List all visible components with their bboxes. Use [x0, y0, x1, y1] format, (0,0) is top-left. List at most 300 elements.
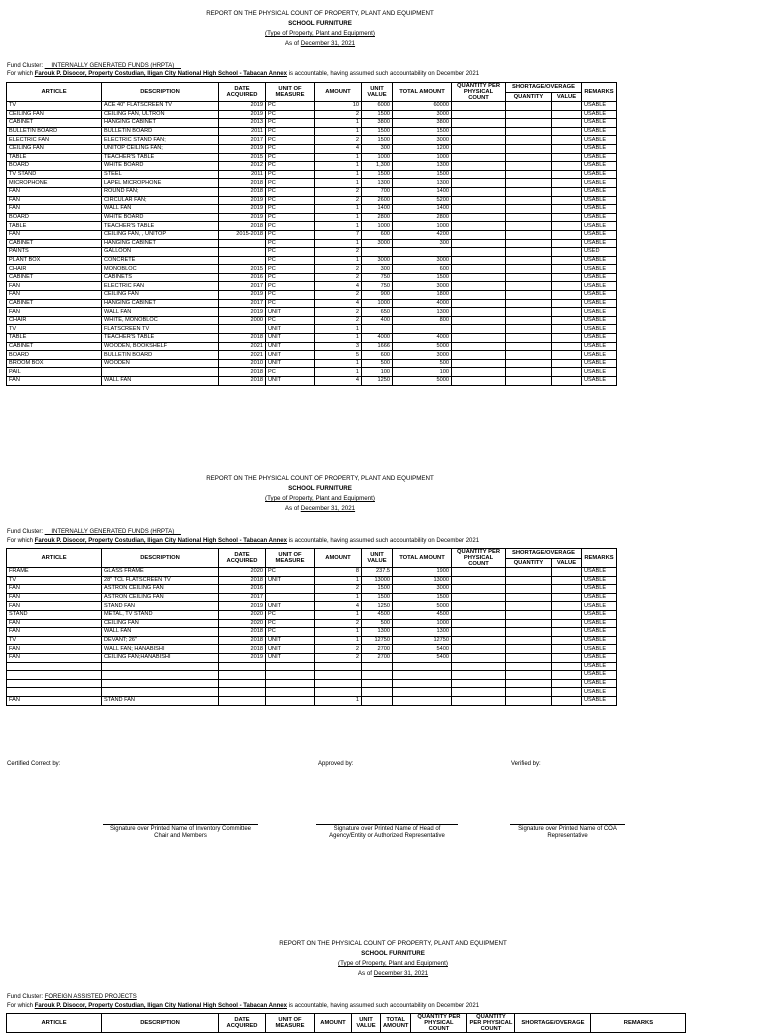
- cell-article: CABINET: [7, 239, 102, 248]
- report-type-line: (Type of Property, Plant and Equipment): [265, 495, 375, 502]
- cell-description: HANGING CABINET: [102, 239, 219, 248]
- cell-shortage-value: [552, 136, 582, 145]
- cell-unit: PC: [266, 239, 315, 248]
- cell-remarks: USABLE: [582, 127, 617, 136]
- cell-total-amount: 1300: [393, 308, 452, 317]
- cell-unit: PC: [266, 127, 315, 136]
- table-row: [7, 273, 617, 282]
- cell-total-amount: 1000: [393, 153, 452, 162]
- cell-unit-value: 1250: [362, 377, 393, 386]
- cell-unit-value: 237.5: [362, 568, 393, 577]
- cell-shortage-value: [552, 273, 582, 282]
- cell-amount: 2: [315, 265, 362, 274]
- cell-unit: UNIT: [266, 334, 315, 343]
- cell-qty-physical: [452, 359, 506, 368]
- cell-article: FAN: [7, 308, 102, 317]
- table-header: [7, 549, 617, 568]
- cell-date-acquired: 2018: [219, 377, 266, 386]
- cell-date-acquired: 2019: [219, 653, 266, 662]
- table-row: [7, 351, 617, 360]
- col-description: DESCRIPTION: [102, 1014, 219, 1033]
- cell-date-acquired: 2017: [219, 136, 266, 145]
- cell-qty-physical: [452, 342, 506, 351]
- cell-unit: PC: [266, 628, 315, 637]
- cell-description: DEVANT; 26": [102, 636, 219, 645]
- cell-remarks: USABLE: [582, 230, 617, 239]
- cell-amount: 1: [315, 325, 362, 334]
- cell-unit-value: 1000: [362, 299, 393, 308]
- cell-date-acquired: 2018: [219, 187, 266, 196]
- cell-shortage-qty: [506, 273, 552, 282]
- cell-date-acquired: [219, 325, 266, 334]
- table-row: [7, 291, 617, 300]
- cell-shortage-value: [552, 368, 582, 377]
- table-row: [7, 679, 617, 688]
- report-as-of: [0, 39, 640, 49]
- cell-remarks: USABLE: [582, 610, 617, 619]
- cell-article: MICROPHONE: [7, 179, 102, 188]
- cell-remarks: USABLE: [582, 368, 617, 377]
- cell-article: FAN: [7, 282, 102, 291]
- cell-unit: [266, 593, 315, 602]
- cell-remarks: USABLE: [582, 351, 617, 360]
- cell-unit-value: 4000: [362, 334, 393, 343]
- cell-date-acquired: 2010: [219, 359, 266, 368]
- cell-qty-physical: [452, 316, 506, 325]
- cell-description: STAND FAN: [102, 696, 219, 705]
- cell-unit: PC: [266, 299, 315, 308]
- cell-qty-physical: [452, 308, 506, 317]
- cell-qty-physical: [452, 653, 506, 662]
- cell-article: BROOM BOX: [7, 359, 102, 368]
- col-qty-physical: QUANTITY PER PHYSICAL COUNT: [452, 549, 506, 568]
- cell-remarks: USABLE: [582, 359, 617, 368]
- cell-description: UNITOP CEILING FAN;: [102, 144, 219, 153]
- signature-line-head: Signature over Printed Name of Head of Agency/Entity or Authorized Representative: [316, 824, 458, 840]
- cell-shortage-qty: [506, 179, 552, 188]
- cell-unit: PC: [266, 170, 315, 179]
- cell-unit: PC: [266, 265, 315, 274]
- cell-shortage-qty: [506, 162, 552, 171]
- cell-total-amount: 1200: [393, 144, 452, 153]
- cell-qty-physical: [452, 187, 506, 196]
- cell-total-amount: 600: [393, 265, 452, 274]
- cell-description: BULLETIN BOARD: [102, 127, 219, 136]
- col-qty-physical: QUANTITY PER PHYSICAL COUNT: [411, 1014, 467, 1033]
- cell-shortage-value: [552, 256, 582, 265]
- cell-qty-physical: [452, 196, 506, 205]
- cell-shortage-qty: [506, 153, 552, 162]
- cell-qty-physical: [452, 351, 506, 360]
- cell-unit: [266, 688, 315, 697]
- cell-total-amount: 1400: [393, 187, 452, 196]
- cell-remarks: USABLE: [582, 316, 617, 325]
- cell-article: FAN: [7, 291, 102, 300]
- cell-shortage-value: [552, 619, 582, 628]
- cell-description: ELECTRIC FAN: [102, 282, 219, 291]
- cell-shortage-qty: [506, 636, 552, 645]
- cell-description: WALL FAN: [102, 308, 219, 317]
- cell-unit-value: 300: [362, 144, 393, 153]
- cell-shortage-qty: [506, 351, 552, 360]
- cell-qty-physical: [452, 679, 506, 688]
- cell-remarks: USABLE: [582, 636, 617, 645]
- cell-description: CEILING FAN: [102, 291, 219, 300]
- custodian-name: Farouk P. Disocor, Property Costudian, Iligan City National High School - Tabacan Annex: [34, 1003, 287, 1009]
- cell-total-amount: 5200: [393, 196, 452, 205]
- cell-date-acquired: 2018: [219, 222, 266, 231]
- cell-description: CEILING FAN: [102, 619, 219, 628]
- col-total-amount: TOTAL AMOUNT: [393, 83, 452, 102]
- cell-unit-value: [362, 325, 393, 334]
- cell-description: ASTRON CEILING FAN: [102, 593, 219, 602]
- report-subtitle: SCHOOL FURNITURE: [361, 950, 425, 957]
- cell-unit-value: 1500: [362, 127, 393, 136]
- cell-unit-value: 1500: [362, 170, 393, 179]
- cell-unit: UNIT: [266, 377, 315, 386]
- cell-date-acquired: 2015: [219, 153, 266, 162]
- table-row: [7, 576, 617, 585]
- cell-remarks: USED: [582, 248, 617, 257]
- cell-unit: UNIT: [266, 576, 315, 585]
- col-remarks: REMARKS: [582, 83, 617, 102]
- cell-amount: 1: [315, 222, 362, 231]
- cell-remarks: USABLE: [582, 679, 617, 688]
- cell-remarks: USABLE: [582, 205, 617, 214]
- cell-unit: [266, 696, 315, 705]
- cell-date-acquired: 2020: [219, 610, 266, 619]
- cell-amount: 2: [315, 136, 362, 145]
- cell-date-acquired: 2019: [219, 144, 266, 153]
- cell-remarks: USABLE: [582, 291, 617, 300]
- cell-total-amount: 5000: [393, 602, 452, 611]
- col-date-acquired: DATE ACQUIRED: [219, 1014, 266, 1033]
- cell-article: TV: [7, 102, 102, 111]
- cell-shortage-value: [552, 576, 582, 585]
- report-type-line: (Type of Property, Plant and Equipment): [265, 30, 375, 37]
- cell-remarks: USABLE: [582, 308, 617, 317]
- cell-unit-value: [362, 696, 393, 705]
- cell-remarks: USABLE: [582, 585, 617, 594]
- cell-total-amount: 1400: [393, 205, 452, 214]
- cell-shortage-value: [552, 162, 582, 171]
- cell-unit-value: 100: [362, 368, 393, 377]
- cell-unit: PC: [266, 619, 315, 628]
- table-row: [7, 610, 617, 619]
- col-remarks: REMARKS: [591, 1014, 686, 1033]
- cell-amount: 4: [315, 299, 362, 308]
- cell-total-amount: 5400: [393, 645, 452, 654]
- cell-qty-physical: [452, 239, 506, 248]
- cell-qty-physical: [452, 273, 506, 282]
- cell-date-acquired: [219, 239, 266, 248]
- cell-amount: 2: [315, 316, 362, 325]
- accountability-text: is accountable, having assumed such accountability on December 2021: [286, 71, 480, 77]
- cell-shortage-value: [552, 213, 582, 222]
- cell-shortage-value: [552, 179, 582, 188]
- cell-unit: UNIT: [266, 325, 315, 334]
- cell-article: CABINET: [7, 342, 102, 351]
- verified-label: Verified by:: [511, 761, 541, 767]
- cell-shortage-value: [552, 265, 582, 274]
- cell-shortage-value: [552, 334, 582, 343]
- cell-amount: 2: [315, 619, 362, 628]
- cell-unit: PC: [266, 256, 315, 265]
- cell-total-amount: 3000: [393, 282, 452, 291]
- cell-unit-value: 13000: [362, 576, 393, 585]
- cell-shortage-qty: [506, 282, 552, 291]
- cell-remarks: USABLE: [582, 325, 617, 334]
- cell-article: BOARD: [7, 162, 102, 171]
- cell-qty-physical: [452, 222, 506, 231]
- cell-description: ACE 40" FLATSCREEN TV: [102, 102, 219, 111]
- cell-description: METAL, TV STAND: [102, 610, 219, 619]
- cell-remarks: USABLE: [582, 222, 617, 231]
- cell-qty-physical: [452, 162, 506, 171]
- cell-total-amount: 100: [393, 368, 452, 377]
- cell-qty-physical: [452, 628, 506, 637]
- cell-article: STAND: [7, 610, 102, 619]
- fund-cluster-label: Fund Cluster:: [7, 994, 45, 1000]
- cell-amount: 1: [315, 610, 362, 619]
- table-row: [7, 102, 617, 111]
- cell-date-acquired: 2020: [219, 568, 266, 577]
- table-row: [7, 110, 617, 119]
- cell-shortage-value: [552, 119, 582, 128]
- cell-shortage-qty: [506, 213, 552, 222]
- table-row: [7, 368, 617, 377]
- cell-shortage-qty: [506, 628, 552, 637]
- cell-qty-physical: [452, 688, 506, 697]
- cell-date-acquired: 2018: [219, 334, 266, 343]
- cell-shortage-qty: [506, 239, 552, 248]
- cell-article: FAN: [7, 653, 102, 662]
- cell-qty-physical: [452, 593, 506, 602]
- cell-total-amount: 800: [393, 316, 452, 325]
- cell-remarks: USABLE: [582, 696, 617, 705]
- cell-date-acquired: 2019: [219, 205, 266, 214]
- cell-unit: PC: [266, 144, 315, 153]
- cell-shortage-value: [552, 248, 582, 257]
- cell-date-acquired: [219, 256, 266, 265]
- cell-shortage-qty: [506, 170, 552, 179]
- col-unit-value: UNIT VALUE: [362, 549, 393, 568]
- cell-amount: 1: [315, 119, 362, 128]
- cell-total-amount: 300: [393, 239, 452, 248]
- table-row: [7, 179, 617, 188]
- for-which-label: For which: [7, 1003, 35, 1009]
- table-row: [7, 325, 617, 334]
- cell-shortage-value: [552, 696, 582, 705]
- cell-date-acquired: 2011: [219, 170, 266, 179]
- cell-remarks: USABLE: [582, 653, 617, 662]
- cell-shortage-value: [552, 205, 582, 214]
- cell-unit: PC: [266, 153, 315, 162]
- cell-amount: [315, 679, 362, 688]
- cell-article: FAN: [7, 196, 102, 205]
- cell-date-acquired: [219, 679, 266, 688]
- cell-shortage-value: [552, 351, 582, 360]
- cell-qty-physical: [452, 585, 506, 594]
- cell-article: FAN: [7, 230, 102, 239]
- cell-remarks: USABLE: [582, 256, 617, 265]
- cell-qty-physical: [452, 334, 506, 343]
- cell-unit-value: 4500: [362, 610, 393, 619]
- cell-remarks: USABLE: [582, 299, 617, 308]
- cell-amount: 1: [315, 256, 362, 265]
- cell-date-acquired: 2020: [219, 619, 266, 628]
- cell-shortage-qty: [506, 144, 552, 153]
- cell-qty-physical: [452, 265, 506, 274]
- accountability-line: [7, 537, 479, 545]
- cell-qty-physical: [452, 230, 506, 239]
- cell-date-acquired: 2021: [219, 351, 266, 360]
- inventory-table-3: [6, 1013, 686, 1033]
- table-row: [7, 308, 617, 317]
- cell-unit: PC: [266, 291, 315, 300]
- cell-total-amount: 3000: [393, 136, 452, 145]
- cell-total-amount: [393, 688, 452, 697]
- cell-unit-value: 3000: [362, 256, 393, 265]
- cell-amount: 1: [315, 334, 362, 343]
- col-total-amount: TOTAL AMOUNT: [381, 1014, 411, 1033]
- cell-date-acquired: 2018: [219, 628, 266, 637]
- cell-amount: 4: [315, 144, 362, 153]
- cell-article: FAN: [7, 585, 102, 594]
- cell-description: ROUND FAN;: [102, 187, 219, 196]
- cell-date-acquired: [219, 671, 266, 680]
- cell-unit: PC: [266, 610, 315, 619]
- table-row: [7, 688, 617, 697]
- col-amount: AMOUNT: [315, 1014, 352, 1033]
- cell-description: CONCRETE: [102, 256, 219, 265]
- cell-shortage-value: [552, 308, 582, 317]
- cell-shortage-qty: [506, 222, 552, 231]
- table-row: [7, 213, 617, 222]
- cell-shortage-value: [552, 110, 582, 119]
- cell-qty-physical: [452, 213, 506, 222]
- cell-total-amount: 5000: [393, 342, 452, 351]
- report-header: [0, 9, 640, 49]
- cell-amount: 8: [315, 568, 362, 577]
- cell-amount: 1: [315, 179, 362, 188]
- cell-shortage-value: [552, 325, 582, 334]
- col-date-acquired: DATE ACQUIRED: [219, 549, 266, 568]
- cell-shortage-qty: [506, 679, 552, 688]
- cell-amount: 2: [315, 653, 362, 662]
- cell-amount: 1: [315, 593, 362, 602]
- cell-qty-physical: [452, 671, 506, 680]
- cell-unit-value: 1400: [362, 205, 393, 214]
- cell-article: FAN: [7, 205, 102, 214]
- fund-cluster-label: Fund Cluster:: [7, 529, 45, 535]
- cell-amount: [315, 671, 362, 680]
- col-unit-of-measure: UNIT OF MEASURE: [266, 83, 315, 102]
- report-title: REPORT ON THE PHYSICAL COUNT OF PROPERTY, PLANT AND EQUIPMENT: [206, 475, 434, 482]
- as-of-date: December 31, 2021: [300, 40, 356, 47]
- cell-date-acquired: 2019: [219, 196, 266, 205]
- cell-unit-value: 1300: [362, 628, 393, 637]
- cell-total-amount: 4000: [393, 334, 452, 343]
- table-row: [7, 653, 617, 662]
- cell-unit-value: 3000: [362, 239, 393, 248]
- cell-unit: PC: [266, 119, 315, 128]
- col-qty-physical: QUANTITY PER PHYSICAL COUNT: [452, 83, 506, 102]
- fund-cluster-value: __INTERNALLY GENERATED FUNDS (HRPTA)__: [44, 63, 181, 69]
- table-row: [7, 359, 617, 368]
- cell-remarks: USABLE: [582, 334, 617, 343]
- cell-article: [7, 671, 102, 680]
- col-description: DESCRIPTION: [102, 549, 219, 568]
- cell-article: PLANT BOX: [7, 256, 102, 265]
- cell-remarks: USABLE: [582, 153, 617, 162]
- cell-date-acquired: 2017: [219, 593, 266, 602]
- cell-shortage-value: [552, 187, 582, 196]
- cell-description: [102, 662, 219, 671]
- cell-total-amount: 60000: [393, 102, 452, 111]
- cell-shortage-value: [552, 671, 582, 680]
- cell-amount: 7: [315, 230, 362, 239]
- cell-unit: PC: [266, 162, 315, 171]
- cell-description: FLATSCREEN TV: [102, 325, 219, 334]
- cell-date-acquired: [219, 688, 266, 697]
- cell-unit-value: 2800: [362, 213, 393, 222]
- cell-description: STAND FAN: [102, 602, 219, 611]
- table-row: [7, 636, 617, 645]
- col-article: ARTICLE: [7, 83, 102, 102]
- cell-unit: PC: [266, 196, 315, 205]
- cell-shortage-qty: [506, 359, 552, 368]
- cell-date-acquired: 2018: [219, 179, 266, 188]
- cell-shortage-qty: [506, 316, 552, 325]
- cell-shortage-qty: [506, 230, 552, 239]
- cell-shortage-value: [552, 153, 582, 162]
- cell-date-acquired: 2018: [219, 576, 266, 585]
- cell-qty-physical: [452, 662, 506, 671]
- cell-unit-value: 900: [362, 291, 393, 300]
- cell-qty-physical: [452, 119, 506, 128]
- cell-description: CIRCULAR FAN;: [102, 196, 219, 205]
- cell-article: TV: [7, 576, 102, 585]
- cell-article: FAN: [7, 602, 102, 611]
- cell-description: GALLOON: [102, 248, 219, 257]
- as-of-date: December 31, 2021: [373, 970, 429, 977]
- signature-line-committee: Signature over Printed Name of Inventory Committee Chair and Members: [103, 824, 258, 840]
- table-row: [7, 239, 617, 248]
- cell-unit: [266, 671, 315, 680]
- cell-article: FAN: [7, 619, 102, 628]
- cell-article: FAN: [7, 187, 102, 196]
- cell-remarks: USABLE: [582, 239, 617, 248]
- cell-unit-value: [362, 248, 393, 257]
- cell-article: CABINET: [7, 119, 102, 128]
- cell-date-acquired: 2011: [219, 127, 266, 136]
- cell-unit: [266, 679, 315, 688]
- cell-qty-physical: [452, 282, 506, 291]
- cell-unit-value: 1500: [362, 136, 393, 145]
- cell-unit: PC: [266, 222, 315, 231]
- cell-unit-value: 1250: [362, 602, 393, 611]
- cell-qty-physical: [452, 325, 506, 334]
- cell-unit-value: 1300: [362, 179, 393, 188]
- cell-description: BULLETIN BOARD: [102, 351, 219, 360]
- report-title: REPORT ON THE PHYSICAL COUNT OF PROPERTY, PLANT AND EQUIPMENT: [206, 10, 434, 17]
- cell-amount: 4: [315, 602, 362, 611]
- table-row: [7, 222, 617, 231]
- accountability-line: [7, 70, 479, 78]
- cell-shortage-qty: [506, 119, 552, 128]
- fund-cluster-line: [7, 528, 181, 536]
